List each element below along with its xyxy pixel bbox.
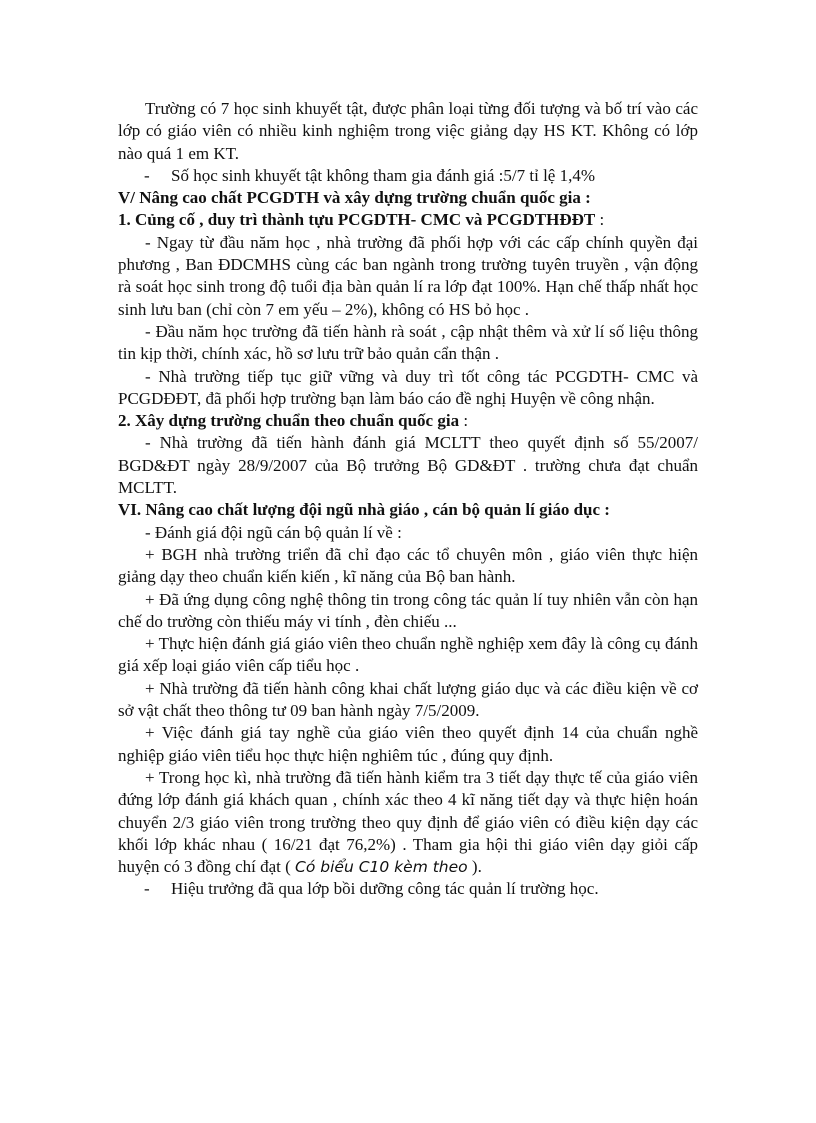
paragraph-bgh-direction: + BGH nhà trường triển đã chỉ đạo các tổ chuyên môn , giáo viên thực hiện giảng dạy theo chuẩn kiến kiến , kĩ năng của Bộ ban hành. — [118, 544, 698, 587]
bullet-text: Số học sinh khuyết tật không tham gia đánh giá :5/7 tỉ lệ 1,4% — [171, 165, 595, 185]
inspection-italic-note: Có biểu C10 kèm theo — [295, 858, 468, 877]
inspection-text: + Trong học kì, nhà trường đã tiến hành kiểm tra 3 tiết dạy thực tế của giáo viên đứng lớp đánh giá khách quan , chính xác theo 4 kĩ năng tiết dạy và thực hiện hoán chuyển 2/3 giáo viên trong trường theo quy định để giáo viên có điều kiện dạy các khối lớp khác nhau ( 16/21 đạt 76,2%) . Tham gia hội thi giáo viên dạy giỏi cấp huyện có 3 đồng chí đạt ( — [118, 767, 698, 877]
bullet-principal-training — [118, 878, 698, 900]
paragraph-public-quality: + Nhà trường đã tiến hành công khai chất lượng giáo dục và các điều kiện về cơ sở vật chất theo thông tư 09 ban hành ngày 7/5/2009. — [118, 678, 698, 721]
paragraph-disabled-students: Trường có 7 học sinh khuyết tật, được phân loại từng đối tượng và bố trí vào các lớp có giáo viên có nhiều kinh nghiệm trong việc giảng dạy HS KT. Không có lớp nào quá 1 em KT. — [118, 99, 698, 163]
bullet-marker: - — [144, 165, 150, 185]
paragraph-staff-assessment: - Đánh giá đội ngũ cán bộ quản lí về : — [145, 522, 402, 542]
section-heading-v: V/ Nâng cao chất PCGDTH và xây dựng trường chuẩn quốc gia : — [118, 188, 591, 208]
subheading-2-colon: : — [459, 411, 469, 431]
document-page — [118, 98, 698, 901]
subheading-2 — [118, 410, 698, 432]
subheading-1-colon: : — [595, 210, 605, 230]
paragraph-maintain-pcgd: - Nhà trường tiếp tục giữ vững và duy trì tốt công tác PCGDTH- CMC và PCGDĐĐT, đã phối hợp trường bạn làm báo cáo đề nghị Huyện về công nhận. — [118, 366, 698, 408]
subheading-2-title: 2. Xây dựng trường chuẩn theo chuẩn quốc gia — [118, 411, 460, 431]
paragraph-it-application: + Đã ứng dụng công nghệ thông tin trong công tác quản lí tuy nhiên vẫn còn hạn chế do trường còn thiếu máy vi tính , đèn chiếu ... — [118, 589, 698, 631]
paragraph-mcltt: - Nhà trường đã tiến hành đánh giá MCLTT theo quyết định số 55/2007/ BGD&ĐT ngày 28/9/2007 của Bộ trưởng Bộ GD&ĐT . trường chưa đạt chuẩn MCLTT. — [118, 433, 698, 498]
bullet-marker: - — [144, 879, 150, 899]
paragraph-inspection — [118, 767, 698, 878]
paragraph-enrollment: - Ngay từ đầu năm học , nhà trường đã phối hợp với các cấp chính quyền đại phương , Ban ĐDCMHS cùng các ban ngành trong trường tuyên truyền , vận động rà soát học sinh trong độ tuổi địa bàn quản lí ra lớp đạt 100%. Hạn chế thấp nhất học sinh lưu ban (chỉ còn 7 em yếu – 2%), không có HS bỏ học . — [118, 232, 698, 319]
section-heading-vi: VI. Nâng cao chất lượng đội ngũ nhà giáo , cán bộ quản lí giáo dục : — [118, 500, 610, 520]
paragraph-data-review: - Đầu năm học trường đã tiến hành rà soát , cập nhật thêm và xử lí số liệu thông tin kịp thời, chính xác, hồ sơ lưu trữ bảo quản cẩn thận . — [118, 321, 698, 364]
paragraph-teacher-standards: + Thực hiện đánh giá giáo viên theo chuẩn nghề nghiệp xem đây là công cụ đánh giá xếp loại giáo viên cấp tiểu học . — [118, 634, 698, 676]
inspection-end: ). — [467, 857, 482, 877]
bullet-unassessed-students — [118, 165, 698, 187]
paragraph-skill-assessment: + Việc đánh giá tay nghề của giáo viên theo quyết định 14 của chuẩn nghề nghiệp giáo viên tiểu học thực hiện nghiêm túc , đúng quy định. — [118, 723, 698, 765]
subheading-1 — [118, 209, 698, 231]
subheading-1-title: 1. Củng cố , duy trì thành tựu PCGDTH- CMC và PCGDTHĐĐT — [118, 210, 596, 230]
bullet-text: Hiệu trưởng đã qua lớp bồi dưỡng công tác quản lí trường học. — [171, 879, 599, 899]
